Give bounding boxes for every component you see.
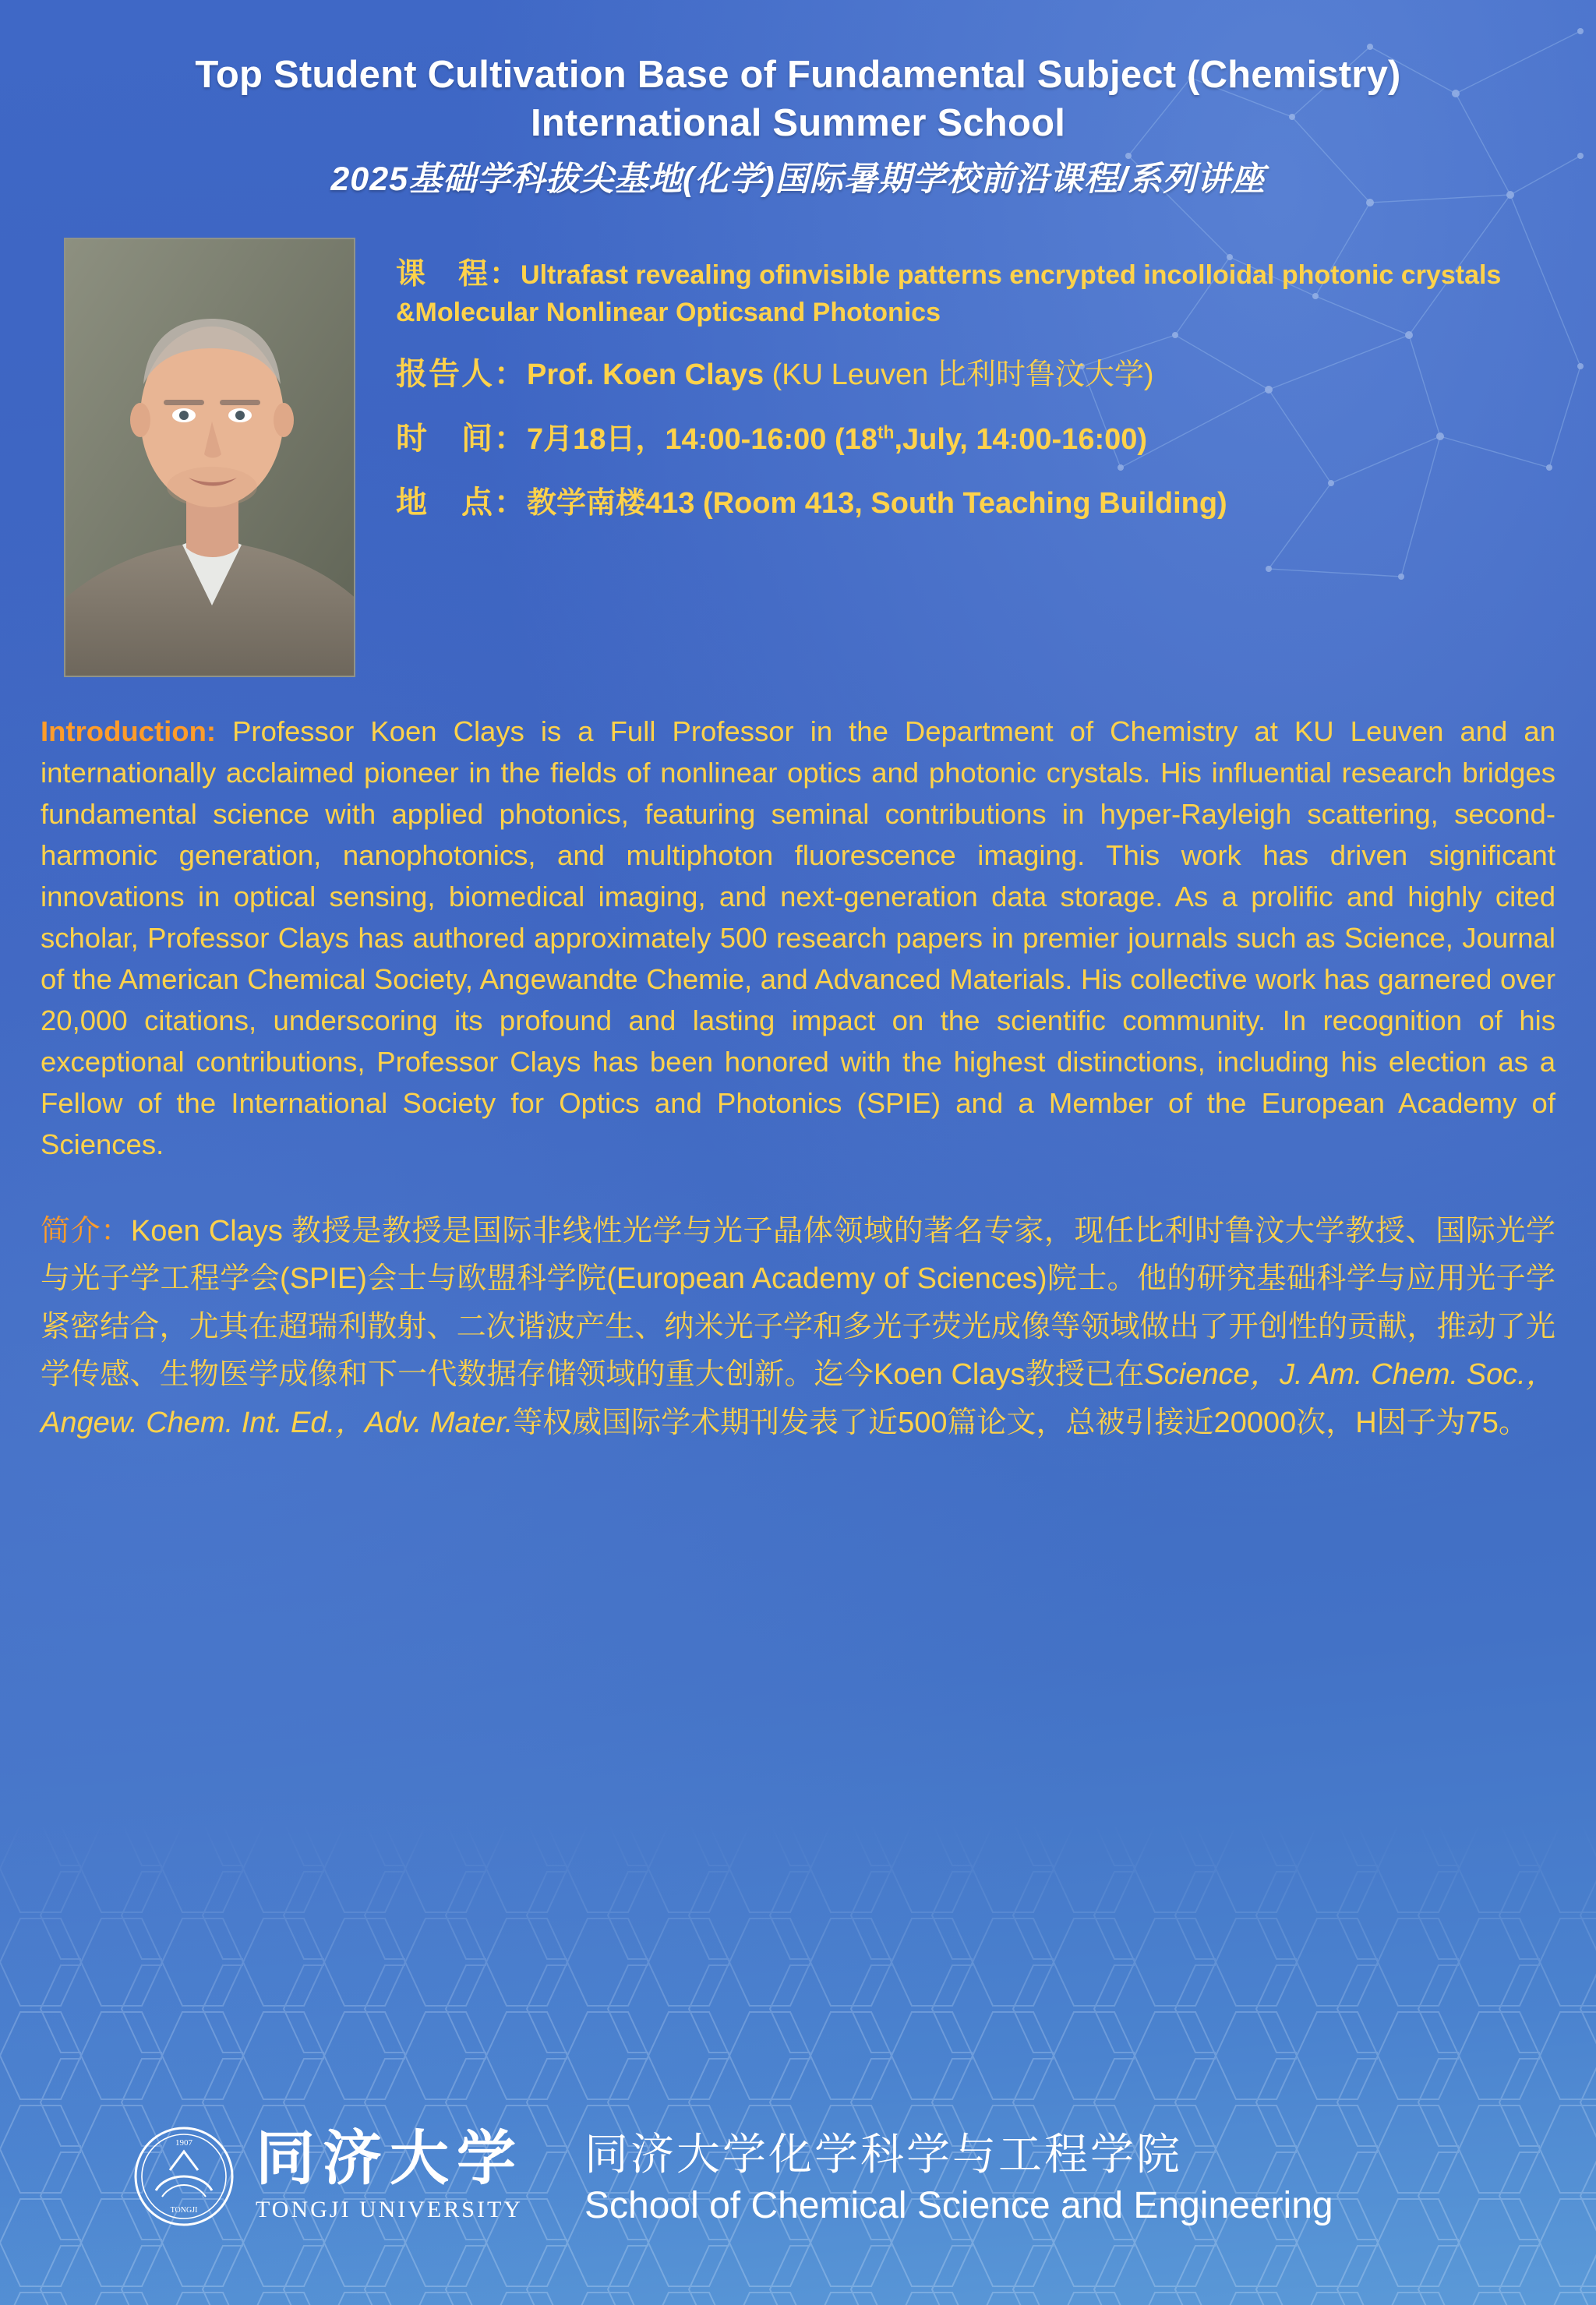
school-name-cn: 同济大学化学科学与工程学院 [584,2130,1182,2180]
field-speaker-name: Prof. Koen Clays [527,358,772,391]
field-course [396,255,1555,330]
introduction-body: Professor Koen Clays is a Full Professor in the Department of Chemistry at KU Leuven and an internationally acclaimed pioneer in the fields of nonlinear optics and photonic crystals. His influential research bridges fundamental science with applied photonics, featuring seminal contributions in hyper-Rayleigh scattering, second-harmonic generation, nanophotonics, and multiphoton fluorescence imaging. This work has driven significant innovations in optical sensing, biomedical imaging, and next-generation data storage. As a prolific and highly cited scholar, Professor Clays has authored approximately 500 research papers in premier journals such as Science, Journal of the American Chemical Society, Angewandte Chemie, and Advanced Materials. His collective work has garnered over 20,000 citations, underscoring its profound and lasting impact on the scientific community. In recognition of his exceptional contributions, Professor Clays has been honored with the highest distinctions, including his election as a Fellow of the International Society for Optics and Photonics (SPIE) and a Member of the European Academy of Sciences. [41,715,1555,1160]
speaker-info-block [41,238,1555,677]
field-place-value-en: (Room 413, South Teaching Building) [702,487,1227,521]
field-speaker [396,354,1555,395]
introduction-paragraph-cn [41,1208,1555,1448]
title-en-line1: Top Student Cultivation Base of Fundamental Subject (Chemistry) [195,54,1401,96]
svg-text:TONGJI: TONGJI [170,2206,198,2215]
field-time-label: 时 间： [396,421,527,456]
school-wordmark [584,2126,1333,2227]
introduction-cn-heading: 简介： [41,1214,131,1248]
tongji-university-logo-icon [132,2125,235,2228]
speaker-photo [64,238,355,677]
footer [0,2048,1596,2305]
school-name-en: School of Chemical Science and Engineering [584,2184,1333,2226]
poster-content [0,51,1596,1447]
field-time-value-en: (18th,July, 14:00-16:00) [835,421,1148,456]
field-time [396,418,1555,460]
svg-text:1907: 1907 [175,2138,192,2148]
introduction-cn-part1: Koen Clays 教授是教授是国际非线性光学与光子晶体领域的著名专家，现任比利时鲁汶大学教授、国际光学与光子学工程学会(SPIE)会士与欧盟科学院(European Academy of Sciences)院士。他的研究基础科学与应用光子学紧密结合，尤其在超瑞利散射、二次谐波产生、纳米光子学和多光子荧光成像等领域做出了开创性的贡献，推动了光学传感、生物医学成像和下一代数据存储领域的重大创新。迄今Koen Clays教授已在 [41,1214,1555,1392]
title-en-line2: International Summer School [530,101,1066,144]
introduction-cn-journals: Science，J. Am. Chem. Soc.，Angew. Chem. Int. Ed.，Adv. Mater. [41,1358,1556,1439]
field-course-value: Ultrafast revealing ofinvisible patterns encrypted incolloidal photonic crystals &Molecular Nonlinear Opticsand Photonics [396,260,1502,327]
introduction-cn-part2: 等权威国际学术期刊发表了近500篇论文，总被引接近20000次，H因子为75。 [513,1406,1528,1439]
field-course-label: 课 程： [396,258,521,291]
university-name-en: TONGJI UNIVERSITY [256,2197,523,2222]
introduction-heading: Introduction: [41,715,217,748]
introduction-paragraph [41,711,1555,1165]
field-place-label: 地 点： [396,485,527,521]
field-place-value-cn: 教学南楼413 [527,487,703,521]
fields-column [355,238,1555,524]
field-speaker-label: 报告人： [396,356,527,391]
page-subtitle-cn: 2025基础学科拔尖基地(化学)国际暑期学校前沿课程/系列讲座 [330,161,1266,199]
field-speaker-affiliation: (KU Leuven 比利时鲁汶大学) [772,358,1154,391]
field-place [396,482,1555,524]
university-wordmark [256,2127,524,2223]
university-name-cn: 同济大学 [256,2127,524,2192]
page-title [41,51,1555,147]
field-time-value-cn: 7月18日，14:00-16:00 [527,422,835,456]
